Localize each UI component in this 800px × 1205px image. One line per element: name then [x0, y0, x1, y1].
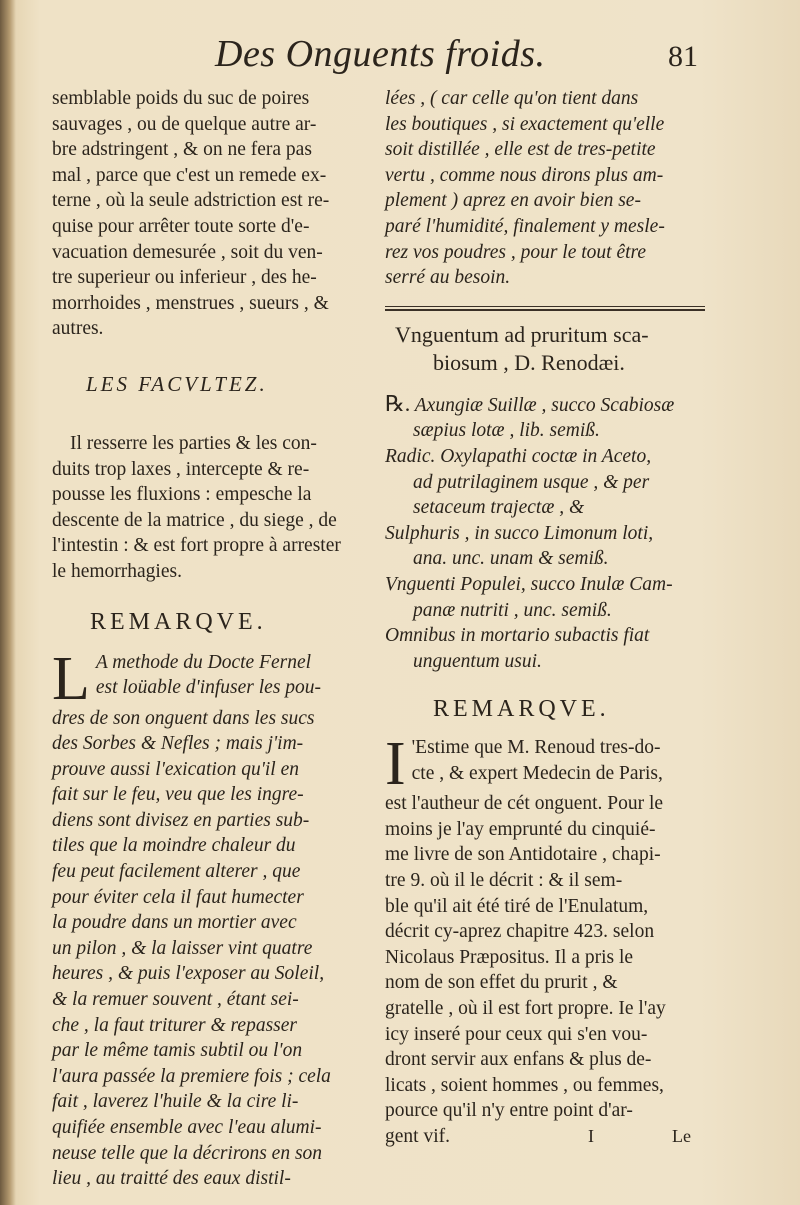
text-line: décrit cy-aprez chapitre 423. selon [385, 921, 655, 943]
text-line: tiles que la moindre chaleur du [52, 835, 296, 857]
text-line: gratelle , où il est fort propre. Ie l'ay [385, 998, 666, 1020]
text-line: cte , & expert Medecin de Paris, [411, 762, 663, 784]
text-line: Nicolaus Præpositus. Il a pris le [385, 946, 634, 968]
right-paragraph-1 [385, 86, 710, 291]
text-line: rez vos poudres , pour le tout être [385, 241, 647, 263]
text-line: ad putrilaginem usque , & per [413, 471, 650, 493]
text-line: licats , soient hommes , ou femmes, [385, 1074, 664, 1096]
text-line: quise pour arrêter toute sorte d'e- [52, 215, 310, 237]
text-line: tre 9. où il le décrit : & il sem- [385, 870, 623, 892]
text-line: vertu , comme nous dirons plus am- [385, 164, 664, 186]
text-line: prouve aussi l'exication qu'il en [52, 758, 299, 780]
text-line: duits trop laxes , intercepte & re- [52, 458, 310, 480]
text-line: terne , où la seule adstriction est re- [52, 190, 330, 212]
text-line: morrhoides , menstrues , sueurs , & [52, 292, 329, 314]
signature-mark: I [588, 1126, 594, 1146]
text-line: des Sorbes & Nefles ; mais j'im- [52, 733, 304, 755]
remarque-heading-left: REMARQVE. [90, 608, 267, 635]
text-line: A methode du Docte Fernel [95, 651, 312, 673]
text-line: serré au besoin. [385, 267, 511, 289]
text-line: Vnguenti Populei, succo Inulæ Cam- [385, 573, 673, 595]
text-line: Il resserre les parties & les con- [70, 432, 317, 454]
text-line: l'aura passée la premiere fois ; cela [52, 1065, 331, 1087]
text-line: vacuation demesurée , soit du ven- [52, 241, 323, 263]
text-line: autres. [52, 318, 104, 340]
text-line: nom de son effet du prurit , & [385, 972, 618, 994]
text-line: ana. unc. unam & semiß. [413, 548, 609, 570]
text-line: panæ nutriti , unc. semiß. [413, 599, 612, 621]
recipe-symbol-icon: ℞. [385, 390, 411, 416]
text-line: heures , & puis l'exposer au Soleil, [52, 963, 325, 985]
text-line: ℞. Axungiæ Suillæ , succo Scabiosæ [385, 390, 675, 416]
text-line: bre adstringent , & on ne fera pas [52, 139, 312, 161]
text-line: fait , laverez l'huile & la cire li- [52, 1091, 299, 1113]
text-line: icy inseré pour ceux qui s'en vou- [385, 1023, 648, 1045]
page-gutter-shadow [0, 0, 16, 1205]
text-line: plement ) aprez en avoir bien se- [385, 190, 641, 212]
section-heading-facultez: LES FACVLTEZ. [86, 371, 268, 396]
text-line: dres de son onguent dans les sucs [52, 707, 315, 729]
drop-cap: I [385, 730, 406, 799]
column-divider-rule [385, 306, 705, 311]
text-line: est loüable d'infuser les pou- [95, 677, 322, 699]
left-column [52, 86, 362, 1192]
text-line: le hemorrhagies. [52, 560, 182, 582]
text-line: paré l'humidité, finalement y mesle- [385, 215, 665, 237]
text-line: setaceum trajectæ , & [413, 497, 585, 519]
text-line: sæpius lotæ , lib. semiß. [413, 420, 600, 442]
text-line: dront servir aux enfans & plus de- [385, 1049, 652, 1071]
text-line: & la remuer souvent , étant sei- [52, 989, 299, 1011]
text-line: me livre de son Antidotaire , chapi- [385, 844, 661, 866]
text-line: unguentum usui. [413, 650, 542, 672]
text-line: descente de la matrice , du siege , de [52, 509, 337, 531]
text-line: les boutiques , si exactement qu'elle [385, 113, 665, 135]
left-paragraph-3 [52, 644, 362, 1192]
recipe-body [385, 391, 710, 675]
text-line: moins je l'ay emprunté du cinquié- [385, 818, 656, 840]
running-title: Des Onguents froids. [215, 33, 546, 75]
text-line: mal , parce que c'est un remede ex- [52, 164, 327, 186]
text-line: ble qu'il ait été tiré de l'Enulatum, [385, 895, 649, 917]
text-line: lieu , au traitté des eaux distil- [52, 1168, 291, 1190]
catchword: Le [672, 1126, 691, 1146]
remarque-heading-right: REMARQVE. [433, 696, 610, 723]
text-line: quifiée ensemble avec l'eau alumi- [52, 1117, 322, 1138]
text-line: sauvages , ou de quelque autre ar- [52, 113, 317, 135]
text-line: 'Estime que M. Renoud tres-do- [411, 737, 661, 759]
recipe-title-line: biosum , D. Renodæi. [433, 349, 625, 375]
text-line: l'intestin : & est fort propre à arrester [52, 535, 341, 557]
left-paragraph-2 [52, 431, 362, 585]
text-line: pousse les fluxions : empesche la [52, 484, 312, 506]
text-line: lées , ( car celle qu'on tient dans [385, 88, 639, 109]
text-line: semblable poids du suc de poires [52, 88, 310, 109]
text-line: par le même tamis subtil ou l'on [52, 1040, 303, 1062]
text-line: pource qu'il n'y entre point d'ar- [385, 1100, 633, 1122]
text-line: est l'autheur de cét onguent. Pour le [385, 793, 664, 815]
text-line: neuse telle que la décrirons en son [52, 1142, 323, 1164]
text-line: tre superieur ou inferieur , des he- [52, 267, 317, 289]
text-line: feu peut facilement alterer , que [52, 861, 301, 883]
text-line: Omnibus in mortario subactis fiat [385, 625, 650, 647]
text-line: Sulphuris , in succo Limonum loti, [385, 522, 654, 544]
right-paragraph-2 [385, 730, 710, 1149]
text-line: diens sont divisez en parties sub- [52, 809, 310, 831]
text-line: gent vif. [385, 1126, 450, 1147]
text-line: un pilon , & la laisser vint quatre [52, 937, 313, 959]
right-column [385, 86, 710, 1150]
text-line: la poudre dans un mortier avec [52, 912, 297, 934]
text-line: fait sur le feu, veu que les ingre- [52, 784, 304, 806]
drop-cap: L [52, 644, 90, 713]
text-line: Radic. Oxylapathi coctæ in Aceto, [385, 445, 652, 467]
text-line: che , la faut triturer & repasser [52, 1014, 297, 1036]
text-line: soit distillée , elle est de tres-petite [385, 139, 656, 161]
text-line: pour éviter cela il faut humecter [52, 886, 304, 908]
recipe-title-line: Vnguentum ad pruritum sca- [395, 321, 649, 347]
left-paragraph-1 [52, 86, 362, 342]
page-number: 81 [668, 40, 698, 73]
recipe-title [385, 321, 710, 377]
